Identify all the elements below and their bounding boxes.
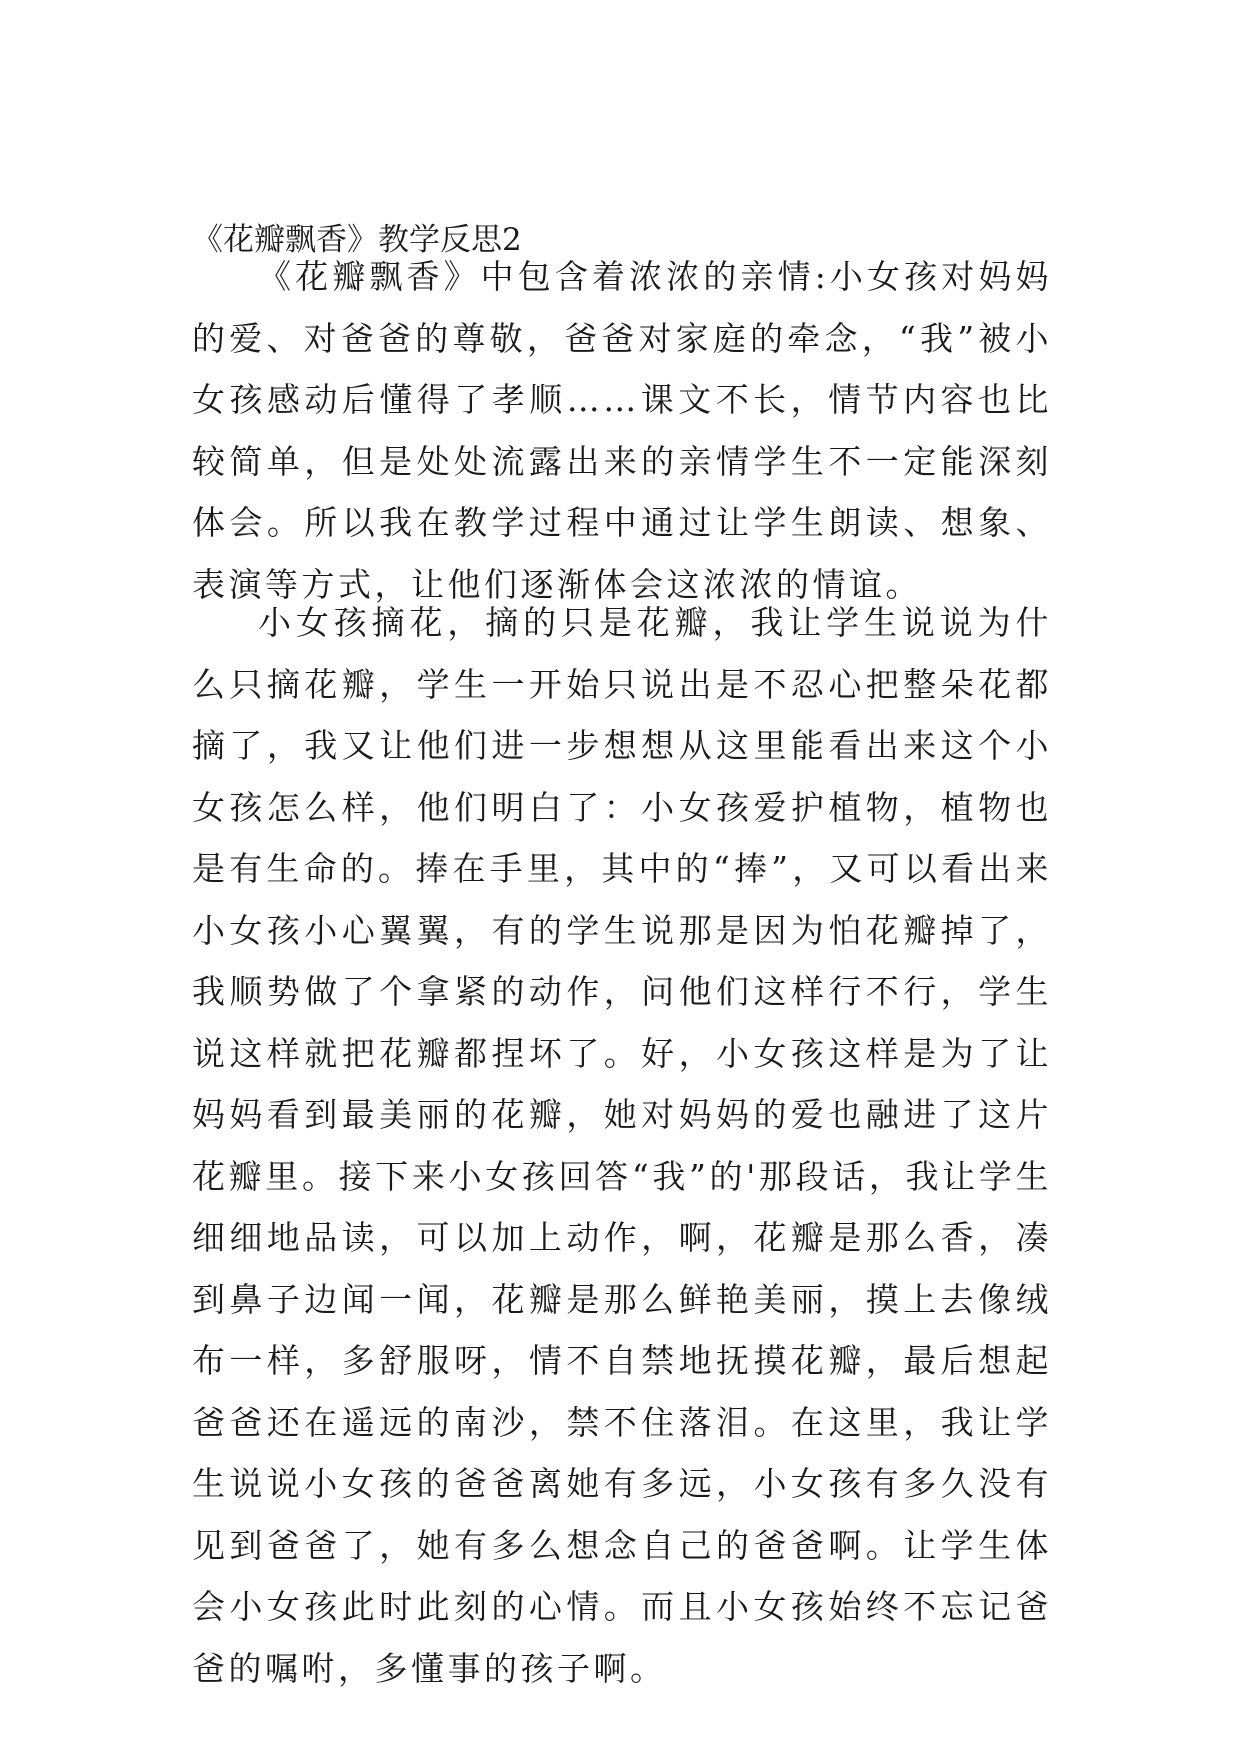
body-paragraph-1: 《花瓣飘香》中包含着浓浓的亲情:小女孩对妈妈的爱、对爸爸的尊敬，爸爸对家庭的牵念，“我”被小女孩感动后懂得了孝顺……课文不长，情节内容也比较简单，但是处处流露出来的亲情学生不一定能深刻体会。所以我在教学过程中通过让学生朗读、想象、表演等方式，让他们逐渐体会这浓浓的情谊。 [192, 257, 1052, 604]
body-paragraph-2: 小女孩摘花，摘的只是花瓣，我让学生说说为什么只摘花瓣，学生一开始只说出是不忍心把整朵花都摘了，我又让他们进一步想想从这里能看出来这个小女孩怎么样，他们明白了：小女孩爱护植物，植物也是有生命的。捧在手里，其中的“捧”，又可以看出来小女孩小心翼翼，有的学生说那是因为怕花瓣掉了，我顺势做了个拿紧的动作，问他们这样行不行，学生说这样就把花瓣都捏坏了。好，小女孩这样是为了让妈妈看到最美丽的花瓣，她对妈妈的爱也融进了这片花瓣里。接下来小女孩回答“我”的'那段话，我让学生细细地品读，可以加上动作，啊，花瓣是那么香，凑到鼻子边闻一闻，花瓣是那么鲜艳美丽，摸上去像绒布一样，多舒服呀，情不自禁地抚摸花瓣，最后想起爸爸还在遥远的南沙，禁不住落泪。在这里，我让学生说说小女孩的爸爸离她有多远，小女孩有多久没有见到爸爸了，她有多么想念自己的爸爸啊。让学生体会小女孩此时此刻的心情。而且小女孩始终不忘记爸爸的嘱咐，多懂事的孩子啊。 [192, 603, 1052, 1688]
document-title: 《花瓣飘香》教学反思2 [192, 222, 522, 258]
